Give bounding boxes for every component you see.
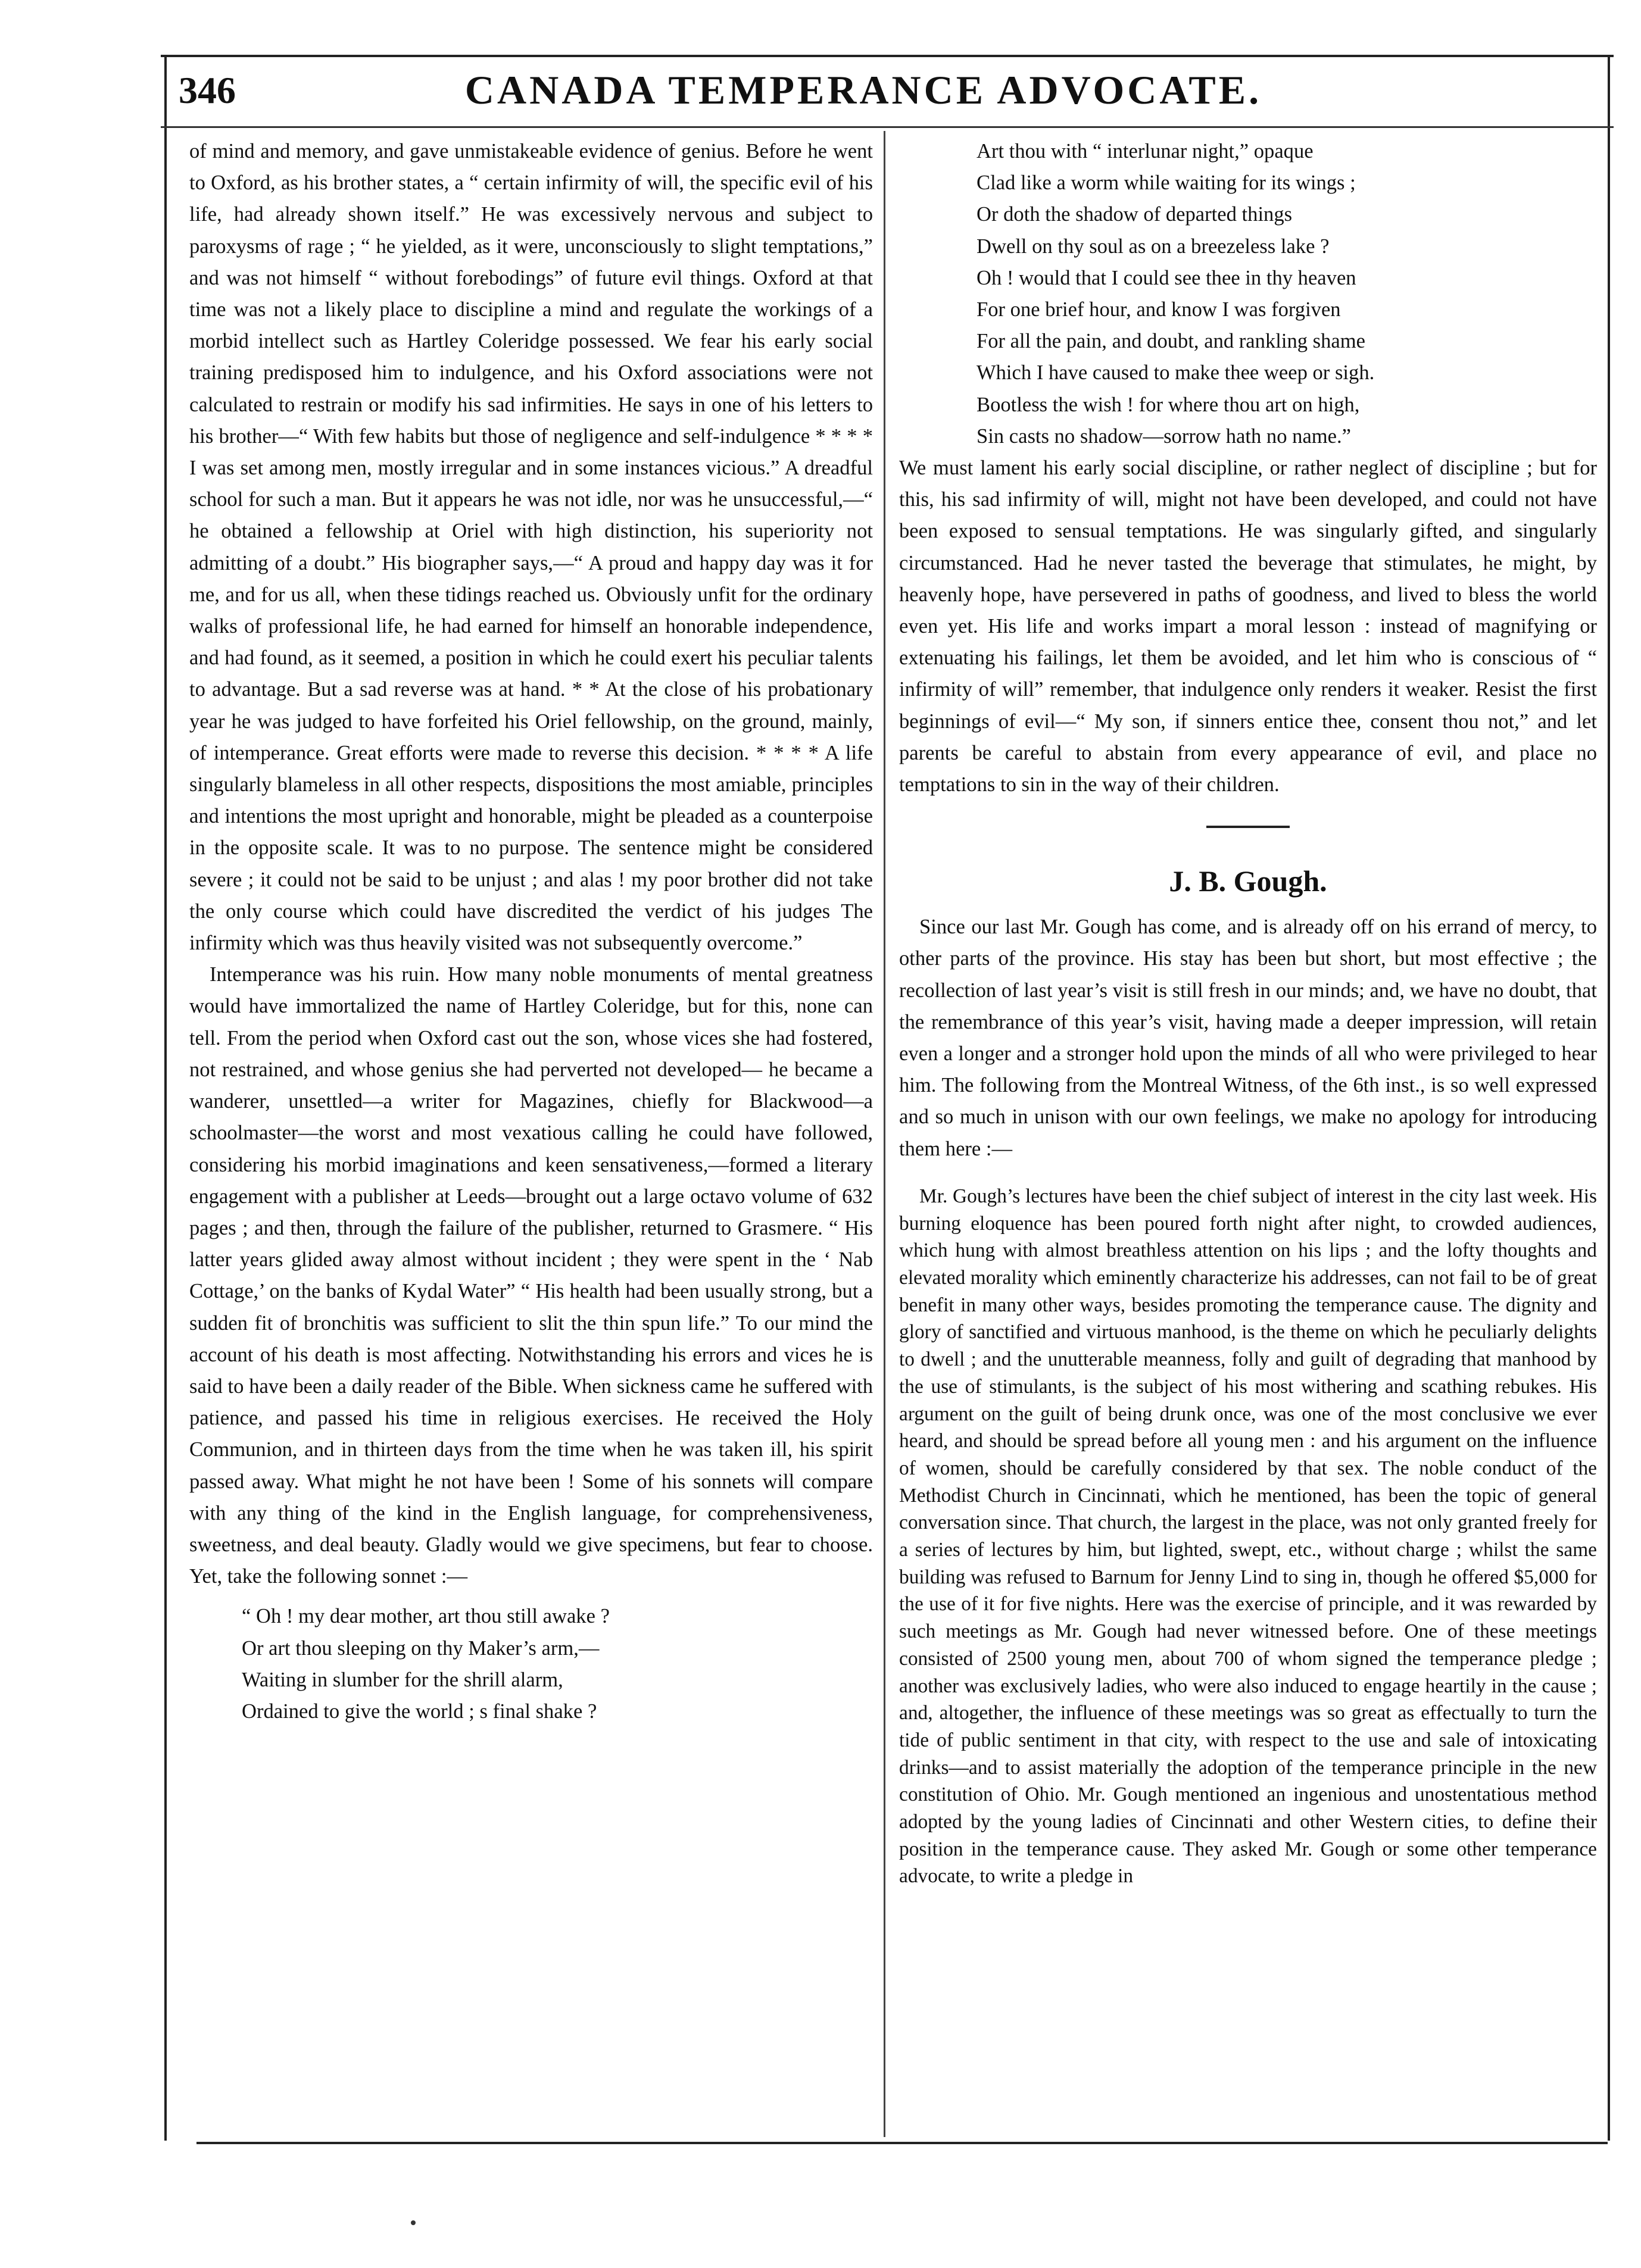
poem-line: Ordained to give the world ; s final shake ?: [242, 1700, 597, 1723]
top-rule: [161, 55, 1614, 57]
header-rule: [161, 126, 1614, 128]
poem-line: Which I have caused to make thee weep or sigh.: [977, 361, 1375, 385]
quoted-article: [899, 1183, 1597, 1890]
section-separator: [1206, 826, 1290, 828]
poem-line: Dwell on thy soul as on a breezeless lake ?: [977, 235, 1330, 258]
article-paragraph: Mr. Gough’s lectures have been the chief subject of interest in the city last week. His burning eloquence has been poured forth night after night, to crowded audiences, which hung with almost breathless attention on his lips ; and the lofty thoughts and elevated morality which eminently characterize his addresses, can not fail to be of great benefit in many other ways, besides promoting the temperance cause. The dignity and glory of sanctified and virtuous manhood, is the theme on which he peculiarly delights to dwell ; and the unutterable meanness, folly and guilt of degrading that manhood by the use of stimulants, is the subject of his most withering and scathing rebukes. His argument on the guilt of being drunk once, was one of the most conclusive we ever heard, and should be spread before all young men : and his argument on the influence of women, should be carefully considered by that sex. The noble conduct of the Methodist Church in Cincinnati, which he mentioned, has been the topic of general conversation since. That church, the largest in the place, was not only granted freely for a series of lectures by him, but lighted, swept, etc., without charge ; whilst the same building was refused to Barnum for Jenny Lind to sing in, though he offered $5,000 for the use of it for five nights. Here was the exercise of principle, and it was rewarded by such meetings as Mr. Gough had never witnessed before. One of these meetings consisted of 2500 young men, about 700 of whom signed the temperance pledge ; another was exclusively ladies, who were also induced to engage heartily in the cause ; and, altogether, the influence of these meetings was so great as effectually to turn the tide of public sentiment in that city, with respect to the use and sale of intoxicating drinks—and to assist materially the adoption of the temperance principle in the new constitution of Ohio. Mr. Gough mentioned an ingenious and unostentatious method adopted by the young ladies of Cincinnati and other Western cities, to define their position in the temperance cause. They asked Mr. Gough or some other temperance advocate, to write a pledge in: [899, 1185, 1597, 1888]
poem-line: “ Oh ! my dear mother, art thou still awake ?: [242, 1605, 610, 1628]
left-column: [189, 136, 873, 1727]
bottom-rule: [196, 2142, 1608, 2144]
right-border-rule: [1608, 57, 1610, 2141]
sonnet-continuation: [899, 136, 1597, 452]
left-border-rule: [164, 57, 167, 2141]
article-paragraph: Intemperance was his ruin. How many noble monuments of mental greatness would have immortalized the name of Hartley Coleridge, but for this, none can tell. From the period when Oxford cast out the son, whose vices she had fostered, not restrained, and whose genius she had perverted not developed— he became a wanderer, unsettled—a writer for Magazines, chiefly for Blackwood—a schoolmaster—the worst and most vexatious calling he could have followed, considering his morbid imaginations and keen sensativeness,—formed a literary engagement with a publisher at Leeds—brought out a large octavo volume of 632 pages ; and then, through the failure of the publisher, returned to Grasmere. “ His latter years glided away almost without incident ; they were spent in the ‘ Nab Cottage,’ on the banks of Kydal Water” “ His health had been usually strong, but a sudden fit of bronchitis was sufficient to slit the thin spun life.” To our mind the account of his death is most affecting. Notwithstanding his errors and vices he is said to have been a daily reader of the Bible. When sickness came he suffered with patience, and passed his time in religious exercises. He received the Holy Communion, and in thirteen days from the time when he was taken ill, his spirit passed away. What might he not have been ! Some of his sonnets will compare with any thing of the kind in the English language, for comprehensiveness, sweetness, and deal beauty. Gladly would we give specimens, but fear to choose. Yet, take the following sonnet :—: [189, 963, 873, 1588]
poem-line: For all the pain, and doubt, and rankling shame: [977, 330, 1365, 353]
article-paragraph: of mind and memory, and gave unmistakeable evidence of genius. Before he went to Oxford, as his brother states, a “ certain infirmity of will, the specific evil of his life, had already shown itself.” He was excessively nervous and subject to paroxysms of rage ; “ he yielded, as it were, unconsciously to slight temptations,” and was not himself “ without forebodings” of future evil things. Oxford at that time was not a likely place to discipline a mind and regulate the workings of a morbid intellect such as Hartley Coleridge possessed. We fear his early social training predisposed him to indulgence, and his Oxford associations were not calculated to restrain or modify his sad infirmities. He says in one of his letters to his brother—“ With few habits but those of negligence and self-indulgence * * * * I was set among men, mostly irregular and in some instances vicious.” A dreadful school for such a man. But it appears he was not idle, nor was he unsuccessful,—“ he obtained a fellowship at Oriel with high distinction, his superiority not admitting of a doubt.” His biographer says,—“ A proud and happy day was it for me, and for us all, when these tidings reached us. Obviously unfit for the ordinary walks of professional life, he had earned for himself an honorable independence, and had found, as it seemed, a position in which he could exert his peculiar talents to advantage. But a sad reverse was at hand. * * At the close of his probationary year he was judged to have forfeited his Oriel fellowship, on the ground, mainly, of intemperance. Great efforts were made to reverse this decision. * * * * A life singularly blameless in all other respects, dispositions the most amiable, principles and intentions the most upright and honorable, might be pleaded as a counterpoise in the opposite scale. It was to no purpose. The sentence might be considered severe ; it could not be said to be unjust ; and alas ! my poor brother did not take the only course which could have discredited the verdict of his judges The infirmity which was thus heavily visited was not subsequently overcome.”: [189, 140, 873, 955]
poem-line: Waiting in slumber for the shrill alarm,: [242, 1668, 563, 1691]
poem-line: For one brief hour, and know I was forgiven: [977, 298, 1341, 321]
ink-speck: [411, 2220, 416, 2225]
article-paragraph: Since our last Mr. Gough has come, and is already off on his errand of mercy, to other parts of the province. His stay has been but short, but most effective ; the recollection of last year’s visit is still fresh in our minds; and, we have no doubt, that the remembrance of this year’s visit, having made a deeper impression, will retain even a longer and a stronger hold upon the minds of all who were privileged to hear him. The following from the Montreal Witness, of the 6th inst., is so well expressed and so much in unison with our own feelings, we make no apology for introducing them here :—: [899, 916, 1597, 1160]
poem-line: Art thou with “ interlunar night,” opaque: [977, 140, 1314, 163]
column-divider: [884, 131, 885, 2137]
poem-line: Sin casts no shadow—sorrow hath no name.”: [977, 424, 1352, 448]
masthead-title: CANADA TEMPERANCE ADVOCATE.: [464, 67, 1262, 113]
page-number: 346: [179, 69, 236, 111]
right-column: [899, 136, 1597, 1890]
sonnet-start: [189, 1601, 873, 1727]
article-headline: J. B. Gough.: [1169, 864, 1327, 898]
poem-line: Oh ! would that I could see thee in thy heaven: [977, 266, 1356, 289]
article-paragraph: We must lament his early social discipline, or rather neglect of discipline ; but for this, his sad infirmity of will, might not have been developed, and could not have been exposed to sensual temptations. He was singularly gifted, and singularly circumstanced. Had he never tasted the beverage that stimulates, he might, by heavenly hope, have persevered in paths of goodness, and lived to bless the world even yet. His life and works impart a moral lesson : instead of magnifying or extenuating his failings, let them be avoided, and let him who is conscious of “ infirmity of will” remember, that indulgence only renders it weaker. Resist the first beginnings of evil—“ My son, if sinners entice thee, consent thou not,” and let parents be careful to abstain from every appearance of evil, and place no temptations to sin in the way of their children.: [899, 457, 1597, 796]
poem-line: Bootless the wish ! for where thou art on high,: [977, 393, 1360, 416]
poem-line: Or doth the shadow of departed things: [977, 203, 1293, 226]
poem-line: Clad like a worm while waiting for its wings ;: [977, 171, 1356, 195]
poem-line: Or art thou sleeping on thy Maker’s arm,—: [242, 1636, 600, 1660]
